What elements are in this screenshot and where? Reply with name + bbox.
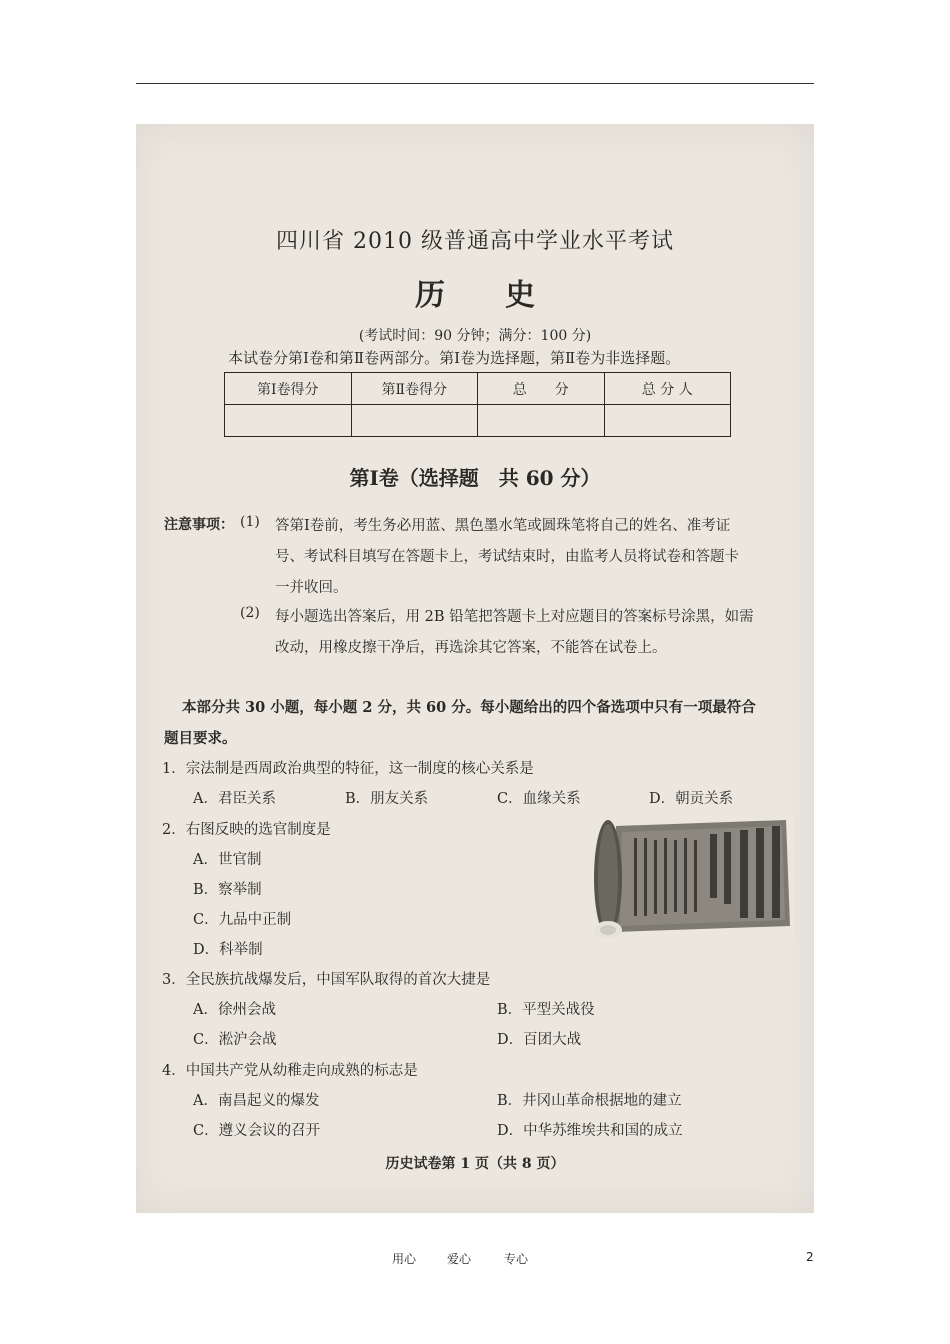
header-rule (136, 83, 814, 84)
imperial-exam-scroll-image (586, 814, 794, 942)
question-option: B．察举制 (193, 882, 262, 898)
question-option: D．科举制 (193, 942, 263, 958)
question-option: D．百团大战 (497, 1032, 582, 1048)
note-number: (1) (240, 514, 260, 530)
exam-title: 四川省 2010 级普通高中学业水平考试 (276, 229, 674, 254)
question-stem: 1．宗法制是西周政治典型的特征，这一制度的核心关系是 (162, 761, 534, 777)
question-option: B．井冈山革命根据地的建立 (497, 1093, 682, 1109)
question-option: A．徐州会战 (193, 1002, 276, 1018)
footer-slogan: 用心 (392, 1252, 417, 1266)
question-option: D．朝贡关系 (649, 791, 734, 807)
question-option: D．中华苏维埃共和国的成立 (497, 1123, 683, 1139)
score-cell-total (478, 405, 605, 437)
score-header-part1: 第Ⅰ卷得分 (225, 373, 352, 405)
question-stem: 2．右图反映的选官制度是 (162, 822, 331, 838)
question-option: A．世官制 (193, 852, 262, 868)
footer-slogan: 专心 (504, 1252, 529, 1266)
question-option: A．南昌起义的爆发 (193, 1093, 320, 1109)
score-header-part2: 第Ⅱ卷得分 (351, 373, 478, 405)
question-option: C．遵义会议的召开 (193, 1123, 321, 1139)
score-header-grader: 总 分 人 (604, 373, 731, 405)
question-option: C．九品中正制 (193, 912, 292, 928)
question-stem: 4．中国共产党从幼稚走向成熟的标志是 (162, 1063, 418, 1079)
note-line: 答第Ⅰ卷前，考生务必用蓝、黑色墨水笔或圆珠笔将自己的姓名、准考证 (275, 518, 731, 534)
note-line: 一并收回。 (275, 580, 348, 596)
note-line: 号、考试科目填写在答题卡上，考试结束时，由监考人员将试卷和答题卡 (275, 549, 739, 565)
score-header-total: 总 分 (478, 373, 605, 405)
page-number: 2 (806, 1250, 814, 1264)
scanned-exam-page (136, 124, 814, 1213)
question-option: C．淞沪会战 (193, 1032, 277, 1048)
exam-intro: 本试卷分第Ⅰ卷和第Ⅱ卷两部分。第Ⅰ卷为选择题，第Ⅱ卷为非选择题。 (228, 349, 681, 367)
note-number: (2) (240, 605, 260, 621)
score-cell-grader (604, 405, 731, 437)
subject-title: 历史 (415, 278, 595, 313)
question-option: B．朋友关系 (345, 791, 429, 807)
score-cell-part1 (225, 405, 352, 437)
footer-slogan: 爱心 (447, 1252, 472, 1266)
part-description: 题目要求。 (164, 730, 237, 747)
question-option: B．平型关战役 (497, 1002, 595, 1018)
exam-page-footer: 历史试卷第 1 页（共 8 页） (385, 1156, 565, 1172)
question-option: A．君臣关系 (193, 791, 276, 807)
notes-label: 注意事项： (164, 517, 234, 533)
note-line: 改动，用橡皮擦干净后，再选涂其它答案，不能答在试卷上。 (275, 640, 667, 656)
part-description: 本部分共 30 小题，每小题 2 分，共 60 分。每小题给出的四个备选项中只有一项最符合 (182, 699, 756, 716)
section-title: 第Ⅰ卷（选择题 共 60 分） (349, 466, 601, 490)
question-option: C．血缘关系 (497, 791, 581, 807)
score-table (224, 372, 731, 437)
note-line: 每小题选出答案后，用 2B 铅笔把答题卡上对应题目的答案标号涂黑，如需 (275, 609, 754, 625)
question-stem: 3．全民族抗战爆发后，中国军队取得的首次大捷是 (162, 972, 491, 988)
score-cell-part2 (351, 405, 478, 437)
exam-time-note: (考试时间：90 分钟；满分：100 分) (358, 328, 592, 344)
